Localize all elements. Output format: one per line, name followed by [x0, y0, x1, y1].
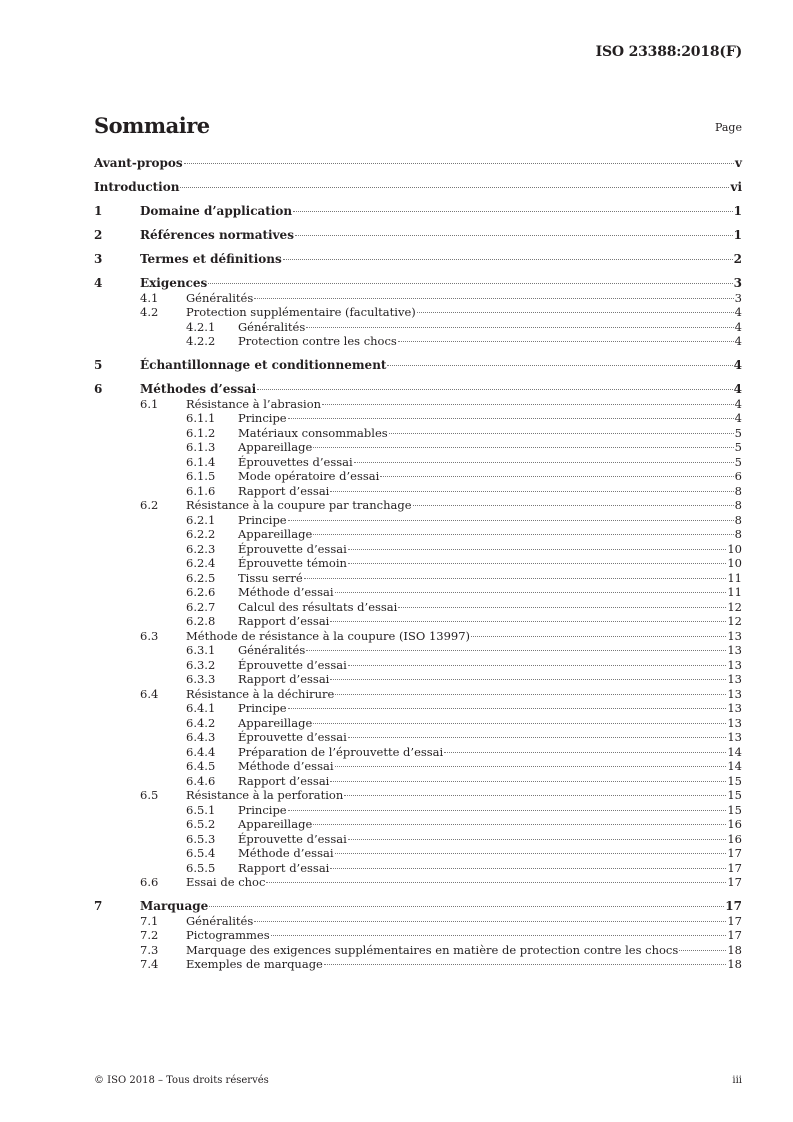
toc-entry-title: Rapport d’essai: [238, 773, 330, 788]
toc-entry-page: v: [735, 156, 742, 170]
toc-entry-page: 13: [727, 715, 742, 730]
toc-entry[interactable]: [94, 513, 742, 528]
toc-entry[interactable]: [94, 585, 742, 600]
toc-entry-title: Exemples de marquage: [186, 957, 323, 971]
toc-entry-title: Références normatives: [140, 228, 294, 242]
toc-entry-number: 6.3: [140, 628, 159, 643]
toc-entry-number: 6.1.5: [186, 469, 216, 483]
toc-entry[interactable]: [94, 156, 742, 171]
toc-entry-page: 17: [727, 928, 742, 942]
toc-entry[interactable]: [94, 440, 742, 455]
toc-entry[interactable]: [94, 730, 742, 745]
toc-entry[interactable]: [94, 498, 742, 513]
dot-leader: [380, 476, 733, 477]
dot-leader: [306, 650, 726, 651]
toc-entry[interactable]: [94, 716, 742, 731]
toc-entry-title: Rapport d’essai: [238, 614, 330, 628]
toc-entry-title: Rapport d’essai: [238, 672, 330, 686]
toc-entry-number: 6.1.1: [186, 411, 216, 425]
toc-entry[interactable]: [94, 687, 742, 702]
toc-entry-title: Éprouvette d’essai: [238, 730, 347, 744]
toc-entry[interactable]: [94, 614, 742, 629]
toc-entry[interactable]: [94, 943, 742, 958]
toc-entry-title: Essai de choc: [186, 875, 266, 889]
toc-entry-page: 8: [734, 483, 742, 498]
toc-entry-page: 17: [727, 846, 742, 860]
dot-leader: [304, 578, 727, 579]
dot-leader: [271, 935, 727, 936]
toc-entry[interactable]: [94, 957, 742, 972]
toc-entry-title: Échantillonnage et conditionnement: [140, 358, 387, 372]
toc-entry-number: 6.4.6: [186, 773, 216, 788]
toc-entry[interactable]: [94, 484, 742, 499]
toc-entry-page: 18: [727, 942, 742, 957]
toc-entry-page: 13: [727, 628, 742, 643]
toc-entry-page: 4: [733, 382, 742, 396]
toc-entry-number: 6.4.5: [186, 759, 216, 773]
toc-entry-number: 6.2.5: [186, 570, 216, 585]
toc-entry-page: 4: [734, 334, 742, 348]
toc-entry[interactable]: [94, 204, 742, 219]
toc-entry-title: Matériaux consommables: [238, 425, 388, 440]
toc-entry[interactable]: [94, 861, 742, 876]
dot-leader: [471, 636, 726, 637]
toc-entry-title: Méthode d’essai: [238, 759, 334, 773]
toc-entry-title: Domaine d’application: [140, 204, 293, 218]
toc-entry-number: 6.4.3: [186, 730, 216, 744]
toc-entry-page: 12: [727, 599, 742, 614]
toc-entry-number: 4.2.2: [186, 334, 216, 348]
toc-entry-number: 4.1: [140, 290, 159, 305]
toc-entry-number: 6.1.6: [186, 483, 216, 498]
toc-entry-title: Éprouvette d’essai: [238, 541, 347, 556]
toc-entry[interactable]: [94, 397, 742, 412]
toc-entry-title: Généralités: [238, 319, 306, 334]
toc-entry-title: Appareillage: [238, 817, 313, 831]
toc-entry[interactable]: [94, 305, 742, 320]
toc-entry-title: Méthode d’essai: [238, 585, 334, 599]
dot-leader: [313, 534, 733, 535]
dot-leader: [354, 462, 734, 463]
page-title: Sommaire: [94, 113, 210, 138]
toc-entry[interactable]: [94, 571, 742, 586]
toc-entry-title: Rapport d’essai: [238, 483, 330, 498]
toc-entry-page: 17: [727, 913, 742, 928]
dot-leader: [398, 341, 734, 342]
toc-entry-number: 6.5.5: [186, 860, 216, 875]
toc-entry-number: 6.2.8: [186, 614, 216, 628]
toc-entry-number: 6.4.2: [186, 715, 216, 730]
toc-entry-title: Généralités: [186, 290, 254, 305]
toc-entry-page: 11: [727, 570, 742, 585]
dot-leader: [330, 621, 726, 622]
dot-leader: [288, 810, 727, 811]
dot-leader: [313, 824, 726, 825]
dot-leader: [348, 737, 727, 738]
toc-entry-title: Mode opératoire d’essai: [238, 469, 380, 483]
footer-page-number: iii: [732, 1075, 742, 1086]
toc-entry-page: 13: [727, 643, 742, 657]
toc-entry-page: 15: [727, 802, 742, 817]
dot-leader: [348, 839, 727, 840]
toc-entry-page: 17: [727, 860, 742, 875]
dot-leader: [254, 298, 733, 299]
toc-entry-page: 17: [727, 875, 742, 889]
dot-leader: [444, 752, 726, 753]
toc-entry-number: 6.2: [140, 498, 159, 512]
toc-entry-page: 13: [727, 730, 742, 744]
toc-entry-page: 10: [727, 556, 742, 570]
toc-entry-title: Préparation de l’éprouvette d’essai: [238, 744, 444, 759]
toc-entry-title: Rapport d’essai: [238, 860, 330, 875]
dot-leader: [348, 549, 727, 550]
toc-entry[interactable]: [94, 600, 742, 615]
toc-entry-number: 6.5.4: [186, 846, 216, 860]
toc-entry-number: 7.4: [140, 957, 159, 971]
toc-entry-number: 7.1: [140, 913, 159, 928]
toc-entry-page: 16: [727, 831, 742, 846]
toc-entry[interactable]: [94, 252, 742, 267]
dot-leader: [254, 921, 726, 922]
toc-entry-number: 7.2: [140, 928, 159, 942]
dot-leader: [288, 708, 727, 709]
toc-entry-page: 1: [733, 204, 742, 218]
toc-entry-page: 6: [734, 469, 742, 483]
toc-entry-page: 12: [727, 614, 742, 628]
toc-entry[interactable]: [94, 759, 742, 774]
toc-entry-page: 2: [733, 252, 742, 266]
toc-entry[interactable]: [94, 817, 742, 832]
toc-entry[interactable]: [94, 469, 742, 484]
toc-entry-page: 15: [727, 773, 742, 788]
toc-entry-page: 15: [727, 788, 742, 802]
toc-entry-page: 5: [734, 454, 742, 469]
toc-entry-page: 4: [734, 305, 742, 319]
dot-leader: [306, 327, 733, 328]
toc-entry-title: Principe: [238, 512, 287, 527]
toc-entry-title: Introduction: [94, 180, 180, 194]
toc-entry-title: Appareillage: [238, 440, 313, 454]
toc-entry-title: Tissu serré: [238, 570, 303, 585]
toc-entry-number: 6.4.4: [186, 744, 216, 759]
toc-entry-title: Marquage des exigences supplémentaires en matière de protection contre les chocs: [186, 942, 679, 957]
footer-copyright: © ISO 2018 – Tous droits réservés: [94, 1075, 269, 1086]
toc-entry[interactable]: [94, 875, 742, 890]
toc-entry-number: 7.3: [140, 942, 159, 957]
dot-leader: [324, 964, 726, 965]
toc-entry-title: Principe: [238, 802, 287, 817]
toc-entry-page: 13: [727, 701, 742, 715]
toc-entry-number: 6.2.4: [186, 556, 216, 570]
toc-entry-number: 6.1.3: [186, 440, 216, 454]
toc-entry-title: Exigences: [140, 276, 208, 290]
dot-leader: [335, 766, 727, 767]
toc-entry-page: vi: [730, 180, 742, 194]
toc-entry[interactable]: [94, 228, 742, 243]
toc-entry[interactable]: [94, 701, 742, 716]
page-column-label: Page: [714, 121, 742, 134]
toc-entry[interactable]: [94, 774, 742, 789]
dot-leader: [335, 694, 726, 695]
toc-entry-title: Pictogrammes: [186, 928, 270, 942]
toc-entry-title: Principe: [238, 701, 287, 715]
dot-leader: [288, 418, 734, 419]
dot-leader: [387, 365, 732, 366]
dot-leader: [330, 491, 733, 492]
toc-entry-title: Éprouvette d’essai: [238, 657, 347, 672]
dot-leader: [266, 882, 726, 883]
toc-entry[interactable]: [94, 334, 742, 349]
toc-entry-title: Résistance à la coupure par tranchage: [186, 498, 412, 512]
toc-entry[interactable]: [94, 643, 742, 658]
toc-entry-number: 6.3.2: [186, 657, 216, 672]
toc-entry-title: Marquage: [140, 899, 209, 913]
toc-entry-title: Éprouvette d’essai: [238, 831, 347, 846]
dot-leader: [330, 868, 726, 869]
toc-entry-number: 6.4.1: [186, 701, 216, 715]
toc-entry-page: 13: [727, 657, 742, 672]
toc-entry[interactable]: [94, 803, 742, 818]
toc-entry-page: 4: [734, 319, 742, 334]
dot-leader: [313, 723, 726, 724]
toc-entry-page: 13: [727, 686, 742, 701]
dot-leader: [288, 520, 734, 521]
toc-entry-title: Calcul des résultats d’essai: [238, 599, 398, 614]
toc-entry-title: Généralités: [238, 643, 306, 657]
toc-entry-number: 6.1: [140, 396, 159, 411]
toc-entry-title: Avant-propos: [94, 156, 183, 170]
table-of-contents: [94, 156, 742, 972]
toc-entry-number: 1: [94, 204, 103, 218]
toc-entry-title: Protection contre les chocs: [238, 334, 397, 348]
dot-leader: [335, 592, 727, 593]
toc-entry-title: Éprouvette témoin: [238, 556, 347, 570]
toc-entry-number: 4: [94, 276, 103, 290]
toc-entry-number: 6.2.3: [186, 541, 216, 556]
toc-entry-page: 3: [733, 276, 742, 290]
dot-leader: [257, 389, 732, 390]
toc-entry-title: Résistance à l’abrasion: [186, 396, 322, 411]
toc-entry[interactable]: [94, 320, 742, 335]
toc-entry-title: Appareillage: [238, 527, 313, 541]
toc-entry-page: 5: [734, 440, 742, 454]
toc-entry-page: 14: [727, 744, 742, 759]
toc-entry-page: 17: [725, 899, 742, 913]
toc-entry-number: 6.5: [140, 788, 159, 802]
dot-leader: [330, 781, 726, 782]
toc-entry-number: 6.1.2: [186, 425, 216, 440]
toc-entry-page: 11: [727, 585, 742, 599]
toc-entry-number: 2: [94, 228, 103, 242]
toc-entry[interactable]: [94, 629, 742, 644]
toc-entry-title: Méthode de résistance à la coupure (ISO 13997): [186, 628, 471, 643]
dot-leader: [344, 795, 726, 796]
toc-entry-number: 6.5.2: [186, 817, 216, 831]
toc-entry-number: 6.3.3: [186, 672, 216, 686]
toc-entry[interactable]: [94, 411, 742, 426]
toc-entry-page: 18: [727, 957, 742, 971]
toc-entry-title: Méthodes d’essai: [140, 382, 257, 396]
toc-entry-page: 1: [733, 228, 742, 242]
toc-entry[interactable]: [94, 928, 742, 943]
toc-entry[interactable]: [94, 832, 742, 847]
toc-entry[interactable]: [94, 455, 742, 470]
dot-leader: [208, 283, 732, 284]
toc-entry-number: 6.6: [140, 875, 159, 889]
toc-entry-title: Appareillage: [238, 715, 313, 730]
dot-leader: [398, 607, 726, 608]
toc-entry-number: 7: [94, 899, 103, 913]
toc-entry[interactable]: [94, 180, 742, 195]
toc-entry-page: 3: [734, 290, 742, 305]
toc-entry[interactable]: [94, 276, 742, 291]
toc-entry-page: 8: [734, 527, 742, 541]
toc-entry-page: 5: [734, 425, 742, 440]
toc-entry-number: 6.1.4: [186, 454, 216, 469]
toc-entry-page: 4: [733, 358, 742, 372]
toc-entry[interactable]: [94, 672, 742, 687]
toc-entry-page: 16: [727, 817, 742, 831]
toc-entry[interactable]: [94, 426, 742, 441]
toc-entry[interactable]: [94, 788, 742, 803]
toc-entry-number: 6.2.1: [186, 512, 216, 527]
toc-entry-title: Éprouvettes d’essai: [238, 454, 353, 469]
toc-entry-number: 6.2.2: [186, 527, 216, 541]
toc-entry[interactable]: [94, 542, 742, 557]
toc-entry-page: 13: [727, 672, 742, 686]
toc-entry-number: 6.2.7: [186, 599, 216, 614]
toc-entry-title: Généralités: [186, 913, 254, 928]
toc-entry-number: 6.3.1: [186, 643, 216, 657]
toc-entry-number: 6: [94, 382, 103, 396]
toc-entry-number: 6.4: [140, 686, 159, 701]
toc-entry-number: 6.2.6: [186, 585, 216, 599]
toc-entry[interactable]: [94, 382, 742, 397]
toc-entry[interactable]: [94, 658, 742, 673]
toc-entry[interactable]: [94, 358, 742, 373]
toc-entry[interactable]: [94, 899, 742, 914]
toc-entry-number: 6.5.1: [186, 802, 216, 817]
toc-entry-page: 14: [727, 759, 742, 773]
dot-leader: [417, 312, 734, 313]
toc-entry-page: 4: [734, 411, 742, 425]
toc-entry-page: 8: [734, 498, 742, 512]
toc-entry-title: Résistance à la déchirure: [186, 686, 335, 701]
toc-entry[interactable]: [94, 846, 742, 861]
toc-entry-title: Protection supplémentaire (facultative): [186, 305, 416, 319]
toc-entry[interactable]: [94, 556, 742, 571]
dot-leader: [389, 433, 734, 434]
dot-leader: [413, 505, 734, 506]
toc-entry-title: Méthode d’essai: [238, 846, 334, 860]
dot-leader: [209, 906, 724, 907]
dot-leader: [313, 447, 733, 448]
dot-leader: [180, 187, 729, 188]
toc-entry-number: 4.2: [140, 305, 159, 319]
toc-entry-title: Termes et définitions: [140, 252, 282, 266]
toc-entry-page: 10: [727, 541, 742, 556]
document-id: ISO 23388:2018(F): [595, 44, 742, 60]
toc-entry[interactable]: [94, 914, 742, 929]
dot-leader: [679, 950, 726, 951]
dot-leader: [322, 404, 734, 405]
toc-entry-title: Principe: [238, 411, 287, 425]
toc-entry[interactable]: [94, 527, 742, 542]
dot-leader: [348, 563, 726, 564]
dot-leader: [295, 235, 733, 236]
dot-leader: [335, 853, 727, 854]
dot-leader: [348, 665, 727, 666]
toc-entry-title: Résistance à la perforation: [186, 788, 344, 802]
toc-entry[interactable]: [94, 291, 742, 306]
toc-entry-number: 6.5.3: [186, 831, 216, 846]
toc-entry-number: 3: [94, 252, 103, 266]
toc-entry-number: 4.2.1: [186, 319, 216, 334]
toc-entry[interactable]: [94, 745, 742, 760]
dot-leader: [293, 211, 733, 212]
dot-leader: [330, 679, 726, 680]
toc-entry-page: 8: [734, 512, 742, 527]
dot-leader: [184, 163, 734, 164]
toc-entry-number: 5: [94, 358, 103, 372]
dot-leader: [283, 259, 733, 260]
toc-entry-page: 4: [734, 396, 742, 411]
